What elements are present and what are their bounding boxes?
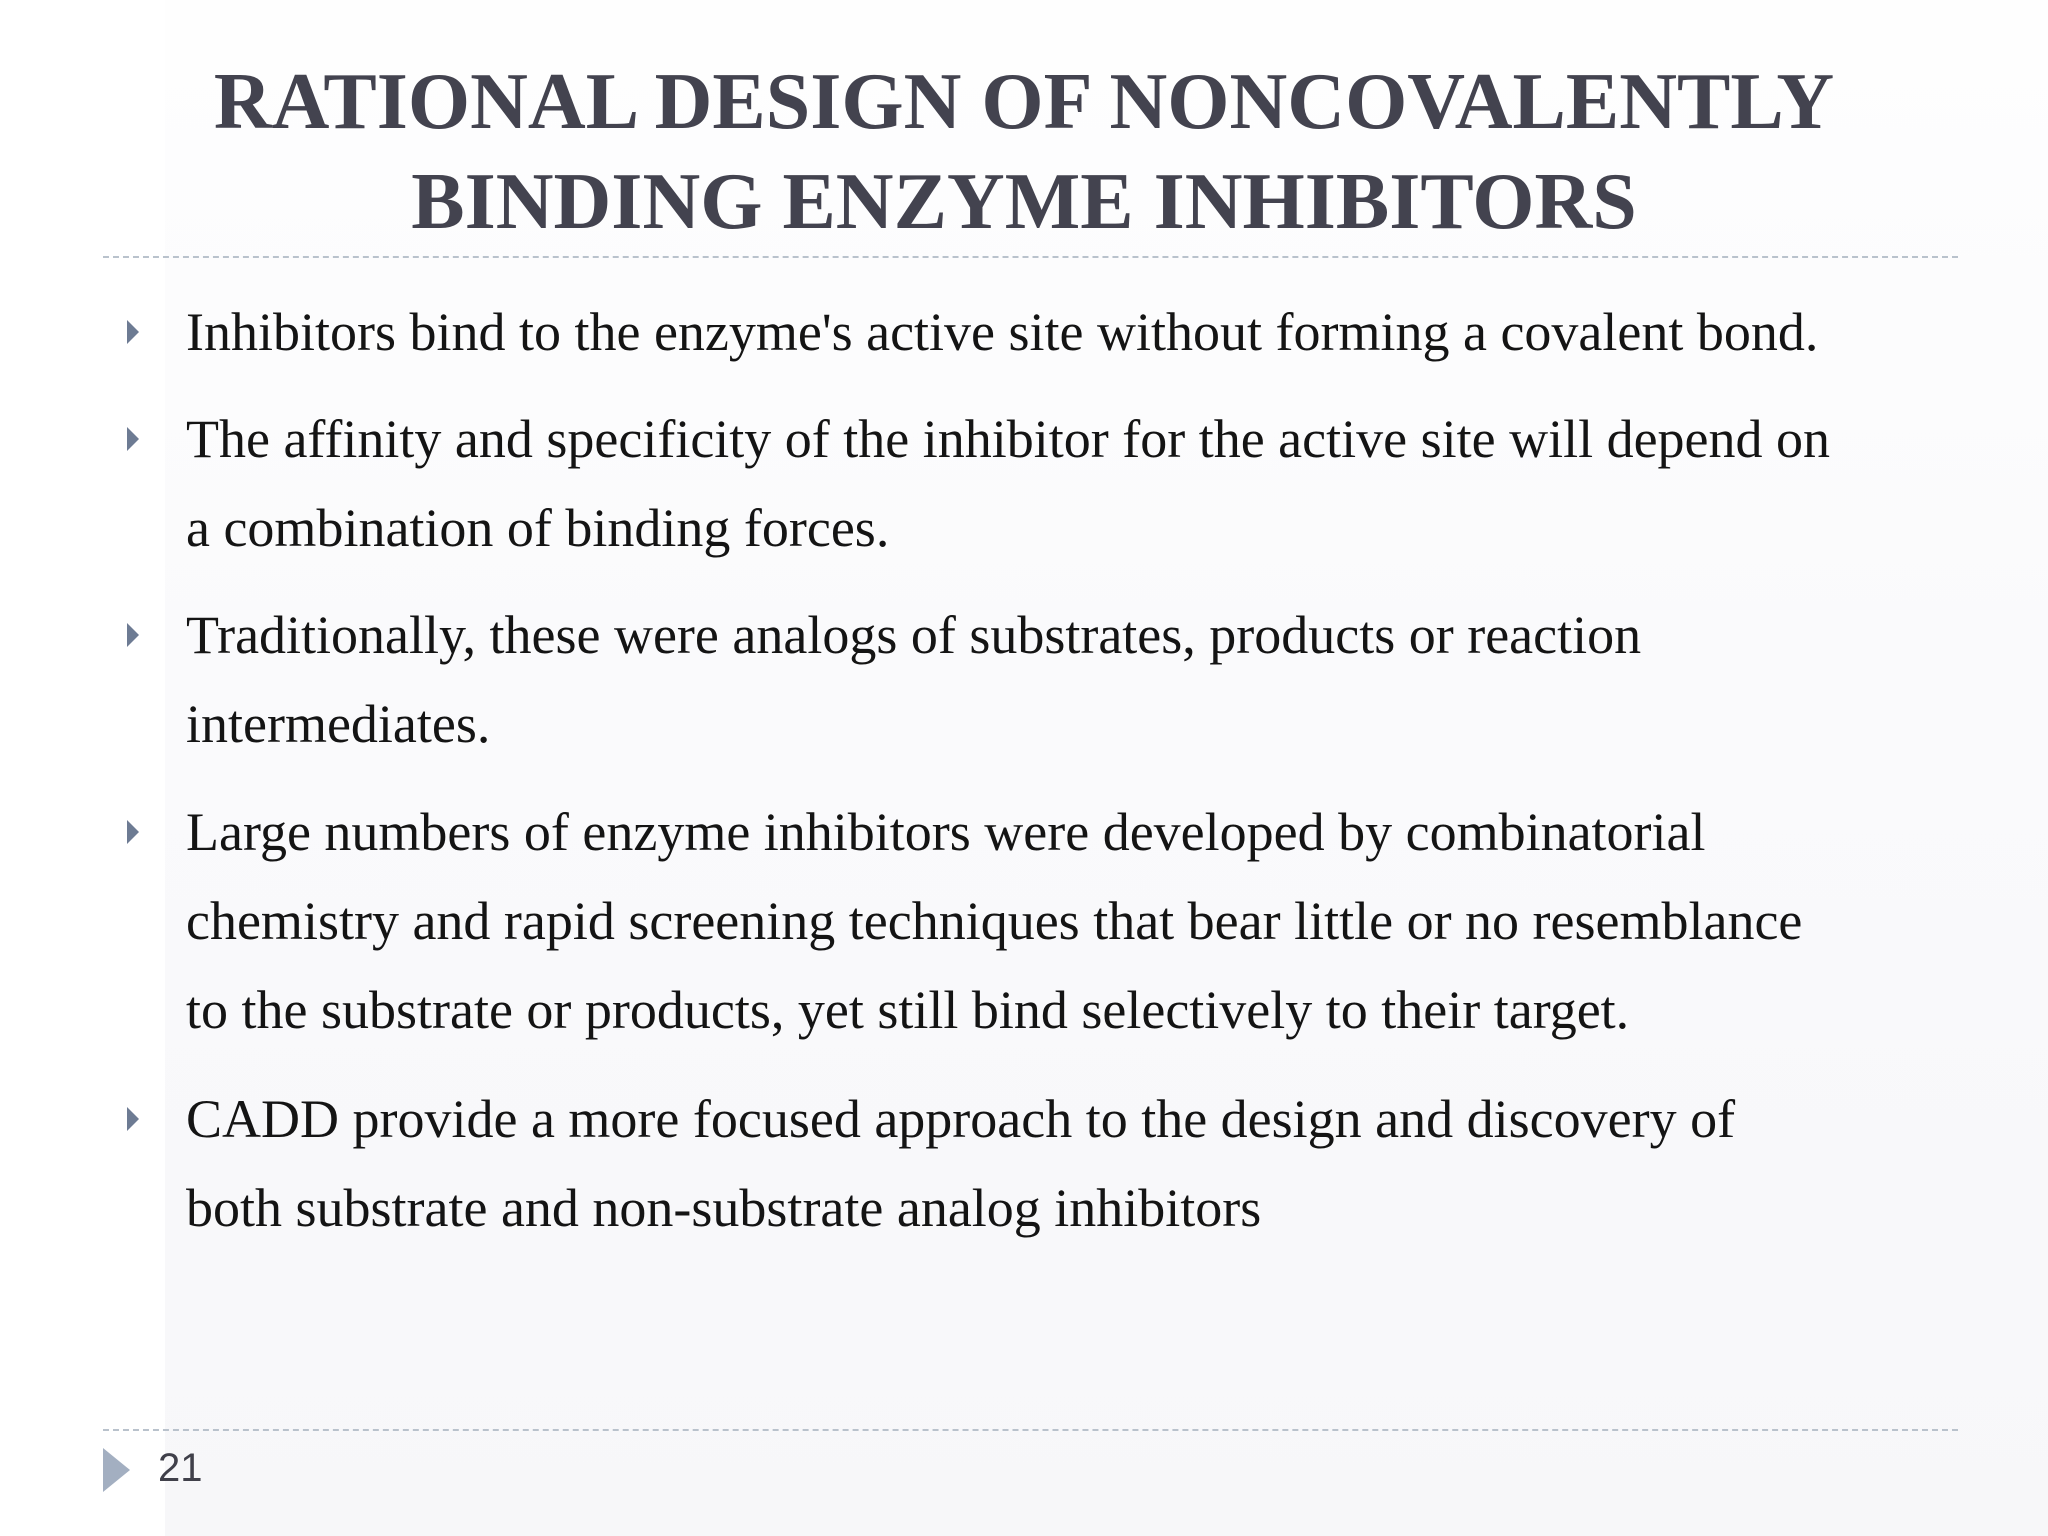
bullet-line: intermediates. — [186, 694, 491, 754]
bullet-text-1 — [186, 288, 1946, 377]
footer-triangle-icon — [103, 1448, 130, 1492]
bullet-line: Inhibitors bind to the enzyme's active site without forming a covalent bond. — [186, 302, 1819, 362]
slide-title-line-1: RATIONAL DESIGN OF NONCOVALENTLY — [213, 58, 1835, 146]
bullet-line: Traditionally, these were analogs of substrates, products or reaction — [186, 605, 1642, 665]
bullet-line: a combination of binding forces. — [186, 498, 890, 558]
bullet-triangle-icon — [127, 427, 139, 451]
bullet-triangle-icon — [127, 1107, 139, 1131]
bullet-text-4 — [186, 788, 1946, 1055]
bullet-line: both substrate and non-substrate analog inhibitors — [186, 1178, 1262, 1238]
bullet-triangle-icon — [127, 320, 139, 344]
bullet-triangle-icon — [127, 623, 139, 647]
bullet-text-3 — [186, 591, 1946, 769]
bullet-line: chemistry and rapid screening techniques that bear little or no resemblance — [186, 891, 1803, 951]
bullet-text-2 — [186, 395, 1946, 573]
bullet-line: The affinity and specificity of the inhibitor for the active site will depend on — [186, 409, 1831, 469]
bullet-line: CADD provide a more focused approach to the design and discovery of — [186, 1089, 1736, 1149]
bullet-text-5 — [186, 1075, 1946, 1253]
bullet-triangle-icon — [127, 820, 139, 844]
bullet-line: to the substrate or products, yet still bind selectively to their target. — [186, 980, 1630, 1040]
footer-divider — [103, 1429, 1958, 1431]
bullet-line: Large numbers of enzyme inhibitors were developed by combinatorial — [186, 802, 1706, 862]
slide-number: 21 — [158, 1446, 203, 1490]
slide-title-line-2: BINDING ENZYME INHIBITORS — [411, 158, 1637, 246]
